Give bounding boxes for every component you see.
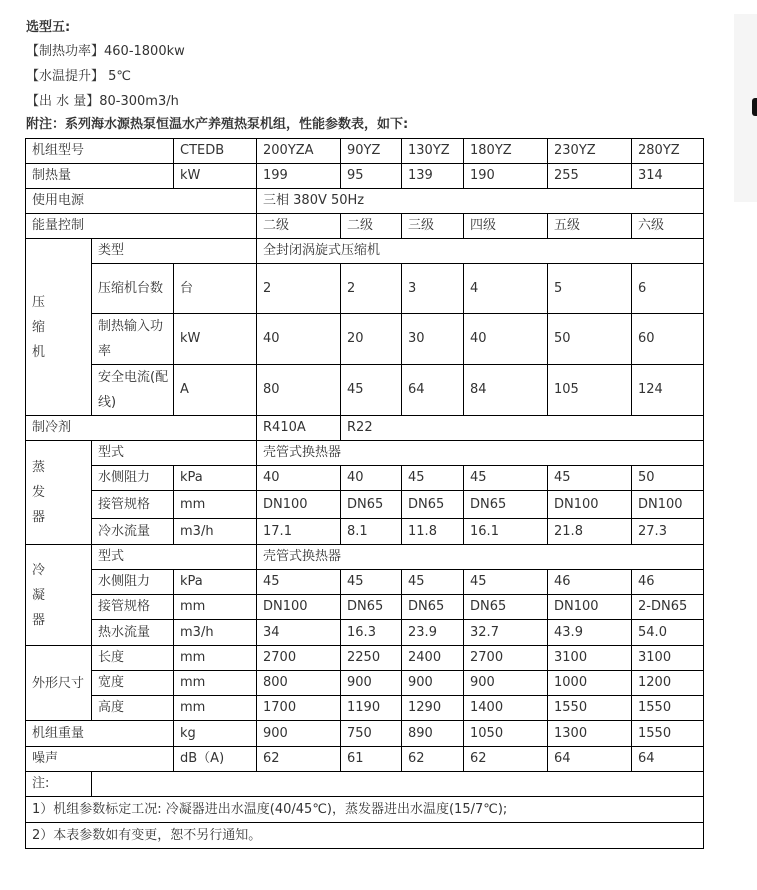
cell-value: 1550 <box>548 696 632 721</box>
cell-label: 型式 <box>92 545 257 570</box>
cell-value: 3100 <box>632 646 704 671</box>
group-condenser <box>26 545 92 646</box>
cell-label: 制冷剂 <box>26 416 257 441</box>
cell-value: R22 <box>341 416 704 441</box>
cell-value: 64 <box>402 365 464 416</box>
cell-value: 2700 <box>257 646 341 671</box>
cell-unit: kPa <box>174 466 257 491</box>
cell-value: 壳管式换热器 <box>257 441 704 466</box>
cell-value: 5 <box>548 264 632 314</box>
cell-value: 43.9 <box>548 620 632 646</box>
intro-line-water-output: 【出 水 量】80-300m3/h <box>26 94 179 109</box>
row-dimension-width <box>26 671 704 696</box>
cell-value: 1200 <box>632 671 704 696</box>
cell-value: DN100 <box>632 491 704 519</box>
cell-value: 40 <box>257 314 341 365</box>
cell-value: 62 <box>402 747 464 772</box>
cell-value: 64 <box>548 747 632 772</box>
row-compressor-count <box>26 264 704 314</box>
cell-value: 34 <box>257 620 341 646</box>
cell-unit: mm <box>174 671 257 696</box>
cell-label: 能量控制 <box>26 214 257 239</box>
cell-value: 54.0 <box>632 620 704 646</box>
cell-value: 40 <box>464 314 548 365</box>
cell-model: 280YZ <box>632 139 704 164</box>
cell-value: 21.8 <box>548 519 632 545</box>
cell-value: 139 <box>402 164 464 189</box>
row-compressor-input-power <box>26 314 704 365</box>
cell-value: 199 <box>257 164 341 189</box>
row-energy-control <box>26 214 704 239</box>
cell-label: 安全电流(配线) <box>92 365 174 416</box>
cell-value: 750 <box>341 721 402 747</box>
cell-value: 50 <box>632 466 704 491</box>
cell-value: DN65 <box>341 491 402 519</box>
cell-value: 62 <box>257 747 341 772</box>
cell-value: 三相 380V 50Hz <box>257 189 704 214</box>
cell-value: 124 <box>632 365 704 416</box>
cell-model: 90YZ <box>341 139 402 164</box>
cell-value: 80 <box>257 365 341 416</box>
cell-value: R410A <box>257 416 341 441</box>
row-evaporator-pipe <box>26 491 704 519</box>
cell-value: 255 <box>548 164 632 189</box>
cell-value: 8.1 <box>341 519 402 545</box>
row-note-2 <box>26 823 704 849</box>
cell-value: 45 <box>548 466 632 491</box>
cell-value: 3100 <box>548 646 632 671</box>
row-compressor-type <box>26 239 704 264</box>
group-evaporator <box>26 441 92 545</box>
intro-line-heating-power: 【制热功率】460-1800kw <box>26 44 185 59</box>
cell-unit: kPa <box>174 570 257 595</box>
cell-value: 17.1 <box>257 519 341 545</box>
cell-value: 105 <box>548 365 632 416</box>
row-noise <box>26 747 704 772</box>
cell-value: 三级 <box>402 214 464 239</box>
cell-value: 32.7 <box>464 620 548 646</box>
cell-value: 190 <box>464 164 548 189</box>
cell-value: 16.1 <box>464 519 548 545</box>
row-condenser-flow <box>26 620 704 646</box>
cell-model: 230YZ <box>548 139 632 164</box>
cell-value: 1550 <box>632 721 704 747</box>
cell-value: 二级 <box>341 214 402 239</box>
cell-value: 95 <box>341 164 402 189</box>
cell-value: DN65 <box>464 595 548 620</box>
cell-value: 四级 <box>464 214 548 239</box>
cell-unit: m3/h <box>174 519 257 545</box>
spec-table <box>25 138 704 849</box>
cell-value: 45 <box>402 570 464 595</box>
cell-value: 20 <box>341 314 402 365</box>
cell-value: 60 <box>632 314 704 365</box>
cell-value: 45 <box>341 365 402 416</box>
cell-unit: m3/h <box>174 620 257 646</box>
cell-value: DN100 <box>257 595 341 620</box>
cell-value: 890 <box>402 721 464 747</box>
cell-label: 长度 <box>92 646 174 671</box>
row-condenser-pipe <box>26 595 704 620</box>
cell-unit: kW <box>174 314 257 365</box>
cell-value: DN65 <box>341 595 402 620</box>
cell-value: 40 <box>341 466 402 491</box>
cell-value: 1700 <box>257 696 341 721</box>
cell-model: 130YZ <box>402 139 464 164</box>
row-model <box>26 139 704 164</box>
row-dimension-height <box>26 696 704 721</box>
cell-label: 接管规格 <box>92 595 174 620</box>
cell-value: 2 <box>257 264 341 314</box>
cell-label: 制热量 <box>26 164 174 189</box>
cell-value: DN100 <box>548 595 632 620</box>
row-refrigerant <box>26 416 704 441</box>
row-notes-label <box>26 772 704 797</box>
cell-label: 制热输入功率 <box>92 314 174 365</box>
cell-value: 六级 <box>632 214 704 239</box>
group-compressor-label: 压缩机 <box>32 294 46 360</box>
cell-value: 1550 <box>632 696 704 721</box>
cell-value: 4 <box>464 264 548 314</box>
row-weight <box>26 721 704 747</box>
row-condenser-resistance <box>26 570 704 595</box>
cell-label: 冷水流量 <box>92 519 174 545</box>
cell-value: 23.9 <box>402 620 464 646</box>
cell-value: 61 <box>341 747 402 772</box>
cell-value: 2 <box>341 264 402 314</box>
cell-value: DN65 <box>402 595 464 620</box>
cell-value: 45 <box>464 570 548 595</box>
cell-unit: mm <box>174 595 257 620</box>
cell-value: DN65 <box>402 491 464 519</box>
cell-value: 30 <box>402 314 464 365</box>
note-line-1: 1）机组参数标定工况: 冷凝器进出水温度(40/45℃)，蒸发器进出水温度(15/7℃); <box>26 797 704 823</box>
cell-unit: 台 <box>174 264 257 314</box>
row-note-1 <box>26 797 704 823</box>
notes-empty-cell <box>92 772 704 797</box>
cell-label: 压缩机台数 <box>92 264 174 314</box>
cell-value: 1290 <box>402 696 464 721</box>
cell-label: 型式 <box>92 441 257 466</box>
cell-model: 180YZ <box>464 139 548 164</box>
cell-value: 1400 <box>464 696 548 721</box>
cell-value: 800 <box>257 671 341 696</box>
cell-value: 900 <box>341 671 402 696</box>
cell-value: 45 <box>464 466 548 491</box>
cell-value: 46 <box>548 570 632 595</box>
cell-label: 机组重量 <box>26 721 174 747</box>
cell-value: 40 <box>257 466 341 491</box>
intro-note: 附注：系列海水源热泵恒温水产养殖热泵机组，性能参数表，如下: <box>26 117 409 132</box>
cell-value: 1190 <box>341 696 402 721</box>
cell-value: 45 <box>402 466 464 491</box>
cell-value: 3 <box>402 264 464 314</box>
row-condenser-type <box>26 545 704 570</box>
row-dimension-length <box>26 646 704 671</box>
cell-label: 使用电源 <box>26 189 257 214</box>
cell-value: 900 <box>402 671 464 696</box>
note-line-2: 2）本表参数如有变更，恕不另行通知。 <box>26 823 704 849</box>
cell-model-label: 机组型号 <box>26 139 174 164</box>
cell-unit: mm <box>174 491 257 519</box>
cell-value: 45 <box>341 570 402 595</box>
group-compressor <box>26 239 92 416</box>
group-dimensions: 外形尺寸 <box>26 646 92 721</box>
cell-value: 2250 <box>341 646 402 671</box>
cell-label: 水侧阻力 <box>92 570 174 595</box>
cell-unit: mm <box>174 646 257 671</box>
cell-value: 900 <box>464 671 548 696</box>
cell-value: 1300 <box>548 721 632 747</box>
cell-value: 45 <box>257 570 341 595</box>
row-evaporator-type <box>26 441 704 466</box>
cell-value: 二级 <box>257 214 341 239</box>
cell-unit: kW <box>174 164 257 189</box>
cell-label: 宽度 <box>92 671 174 696</box>
intro-line-water-temp: 【水温提升】 5℃ <box>26 69 132 84</box>
cell-value: DN65 <box>464 491 548 519</box>
cell-value: 84 <box>464 365 548 416</box>
cell-label: 水侧阻力 <box>92 466 174 491</box>
cell-unit: A <box>174 365 257 416</box>
cell-value: 1050 <box>464 721 548 747</box>
cell-label: 噪声 <box>26 747 174 772</box>
cell-label: 接管规格 <box>92 491 174 519</box>
notes-label: 注: <box>26 772 92 797</box>
row-heating <box>26 164 704 189</box>
cell-unit: mm <box>174 696 257 721</box>
cell-value: 2400 <box>402 646 464 671</box>
cell-value: DN100 <box>548 491 632 519</box>
cell-value: 全封闭涡旋式压缩机 <box>257 239 704 264</box>
cell-value: 16.3 <box>341 620 402 646</box>
cell-unit: kg <box>174 721 257 747</box>
cell-value: 27.3 <box>632 519 704 545</box>
group-condenser-label: 冷凝器 <box>32 562 46 628</box>
cell-value: 2700 <box>464 646 548 671</box>
side-panel-mark <box>752 98 757 116</box>
cell-value: 62 <box>464 747 548 772</box>
row-compressor-safe-current <box>26 365 704 416</box>
group-evaporator-label: 蒸发器 <box>32 460 46 525</box>
cell-value: 46 <box>632 570 704 595</box>
row-power-supply <box>26 189 704 214</box>
cell-value: 五级 <box>548 214 632 239</box>
cell-value: 2-DN65 <box>632 595 704 620</box>
cell-value: 6 <box>632 264 704 314</box>
cell-label: 热水流量 <box>92 620 174 646</box>
cell-label: 类型 <box>92 239 257 264</box>
cell-value: 11.8 <box>402 519 464 545</box>
cell-model: CTEDB <box>174 139 257 164</box>
row-evaporator-resistance <box>26 466 704 491</box>
cell-value: 900 <box>257 721 341 747</box>
cell-value: 壳管式换热器 <box>257 545 704 570</box>
intro-title: 选型五: <box>26 20 71 35</box>
cell-value: 314 <box>632 164 704 189</box>
cell-value: DN100 <box>257 491 341 519</box>
cell-unit: dB（A) <box>174 747 257 772</box>
cell-value: 50 <box>548 314 632 365</box>
cell-model: 200YZA <box>257 139 341 164</box>
row-evaporator-flow <box>26 519 704 545</box>
cell-label: 高度 <box>92 696 174 721</box>
cell-value: 64 <box>632 747 704 772</box>
cell-value: 1000 <box>548 671 632 696</box>
